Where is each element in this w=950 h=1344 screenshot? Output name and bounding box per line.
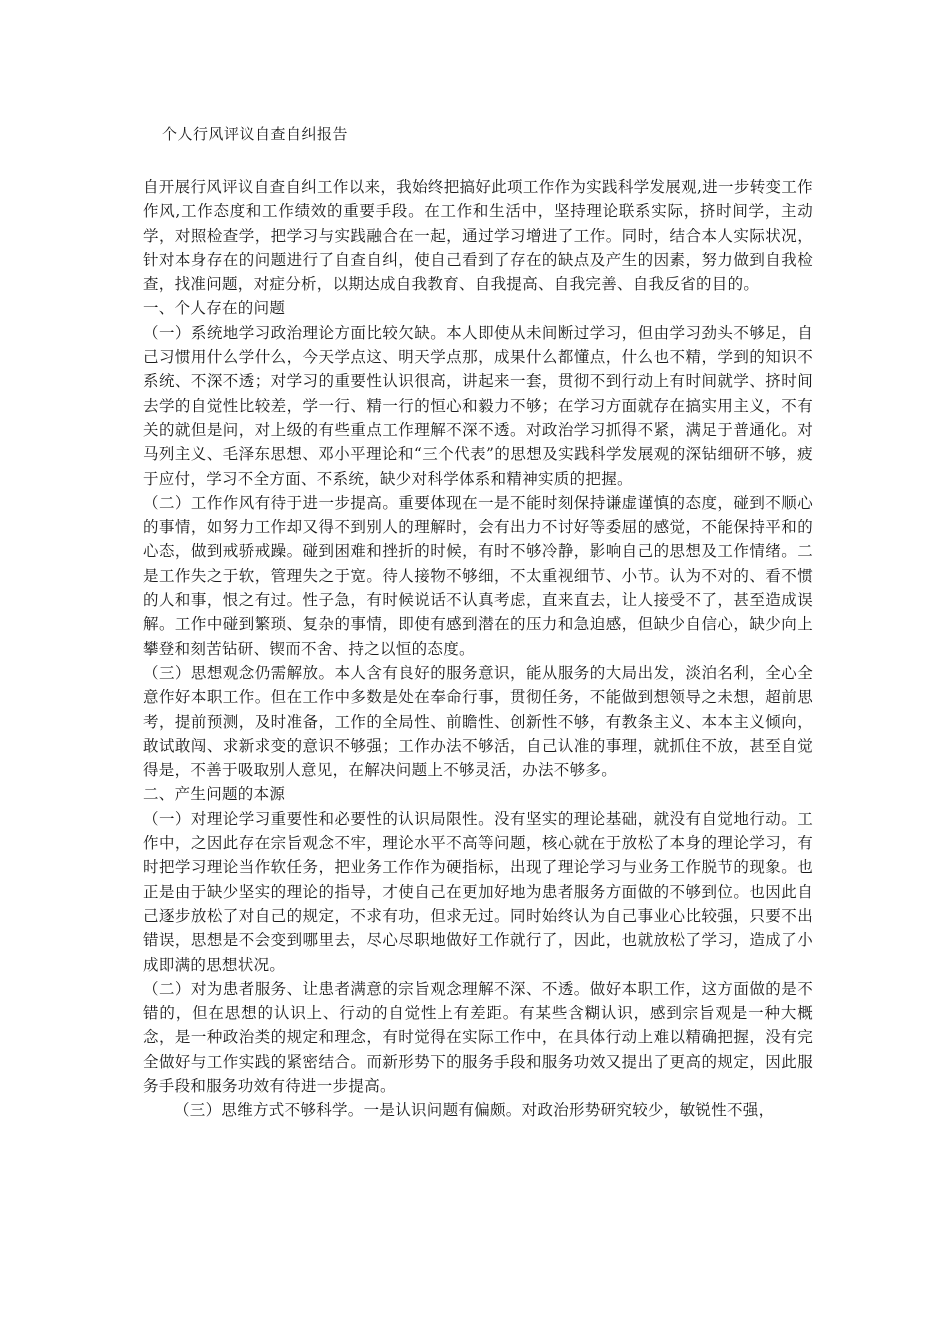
section1-paragraph-2: （二）工作作风有待于进一步提高。重要体现在一是不能时刻保持谦虚谨慎的态度，碰到不顺心的事情，如努力工作却又得不到别人的理解时，会有出力不讨好等委屈的感觉，不能保持平和的心态，做到戒骄戒躁。碰到困难和挫折的时候，有时不够冷静，影响自己的思想及工作情绪。二是工作失之于软，管理失之于宽。待人接物不够细，不太重视细节、小节。认为不对的、看不惯的人和事，恨之有过。性子急，有时候说话不认真考虑，直来直去，让人接受不了，甚至造成误解。工作中碰到繁琐、复杂的事情，即使有感到潜在的压力和急迫感，但缺少自信心，缺少向上攀登和刻苦钻研、锲而不舍、持之以恒的态度。 [143, 493, 813, 658]
section2-heading: 二、产生问题的本源 [143, 785, 286, 804]
intro-paragraph: 自开展行风评议自查自纠工作以来，我始终把搞好此项工作作为实践科学发展观,进一步转变工作作风,工作态度和工作绩效的重要手段。在工作和生活中，坚持理论联系实际，挤时间学，主动学，对照检查学，把学习与实践融合在一起，通过学习增进了工作。同时，结合本人实际状况，针对本身存在的问题进行了自查自纠，使自己看到了存在的缺点及产生的因素，努力做到自我检查，找准问题，对症分析，以期达成自我教育、自我提高、自我完善、自我反省的目的。 [143, 178, 813, 294]
section2-paragraph-1: （一）对理论学习重要性和必要性的认识局限性。没有坚实的理论基础，就没有自觉地行动。工作中，之因此存在宗旨观念不牢，理论水平不高等问题，核心就在于放松了本身的理论学习，有时把学习理论当作软任务，把业务工作作为硬指标，出现了理论学习与业务工作脱节的现象。也正是由于缺少坚实的理论的指导，才使自己在更加好地为患者服务方面做的不够到位。也因此自己逐步放松了对自己的规定，不求有功，但求无过。同时始终认为自己事业心比较强，只要不出错误，思想是不会变到哪里去，尽心尽职地做好工作就行了，因此，也就放松了学习，造成了小成即满的思想状况。 [143, 809, 813, 974]
section2-paragraph-3: （三）思维方式不够科学。一是认识问题有偏颇。对政治形势研究较少，敏锐性不强， [174, 1101, 775, 1120]
document-body [143, 175, 813, 1123]
document-title: 个人行风评议自查自纠报告 [162, 125, 349, 143]
section2-paragraph-2: （二）对为患者服务、让患者满意的宗旨观念理解不深、不透。做好本职工作，这方面做的是不错的，但在思想的认识上、行动的自觉性上有差距。有某些含糊认识，感到宗旨观是一种大概念，是一种政治类的规定和理念，有时觉得在实际工作中，在具体行动上难以精确把握，没有完全做好与工作实践的紧密结合。而新形势下的服务手段和服务功效又提出了更高的规定，因此服务手段和服务功效有待进一步提高。 [143, 979, 813, 1095]
section1-heading: 一、个人存在的问题 [143, 299, 286, 318]
section1-paragraph-3: （三）思想观念仍需解放。本人含有良好的服务意识，能从服务的大局出发，淡泊名利，全心全意作好本职工作。但在工作中多数是处在奉命行事，贯彻任务，不能做到想领导之未想，超前思考，提前预测，及时准备，工作的全局性、前瞻性、创新性不够，有教条主义、本本主义倾向，敢试敢闯、求新求变的意识不够强；工作办法不够活，自己认准的事理，就抓住不放，甚至自觉得是，不善于吸取别人意见，在解决问题上不够灵活，办法不够多。 [143, 663, 813, 780]
section1-paragraph-1: （一）系统地学习政治理论方面比较欠缺。本人即使从未间断过学习，但由学习劲头不够足，自己习惯用什么学什么，今天学点这、明天学点那，成果什么都懂点，什么也不精，学到的知识不系统、不深不透；对学习的重要性认识很高，讲起来一套，贯彻不到行动上有时间就学、挤时间去学的自觉性比较差，学一行、精一行的恒心和毅力不够；在学习方面就存在搞实用主义，不有关的就但是问，对上级的有些重点工作理解不深不透。对政治学习抓得不紧，满足于普通化。对马列主义、毛泽东思想、邓小平理论和“三个代表”的思想及实践科学发展观的深钻细研不够，疲于应付，学习不全方面、不系统，缺少对科学体系和精神实质的把握。 [143, 323, 813, 488]
